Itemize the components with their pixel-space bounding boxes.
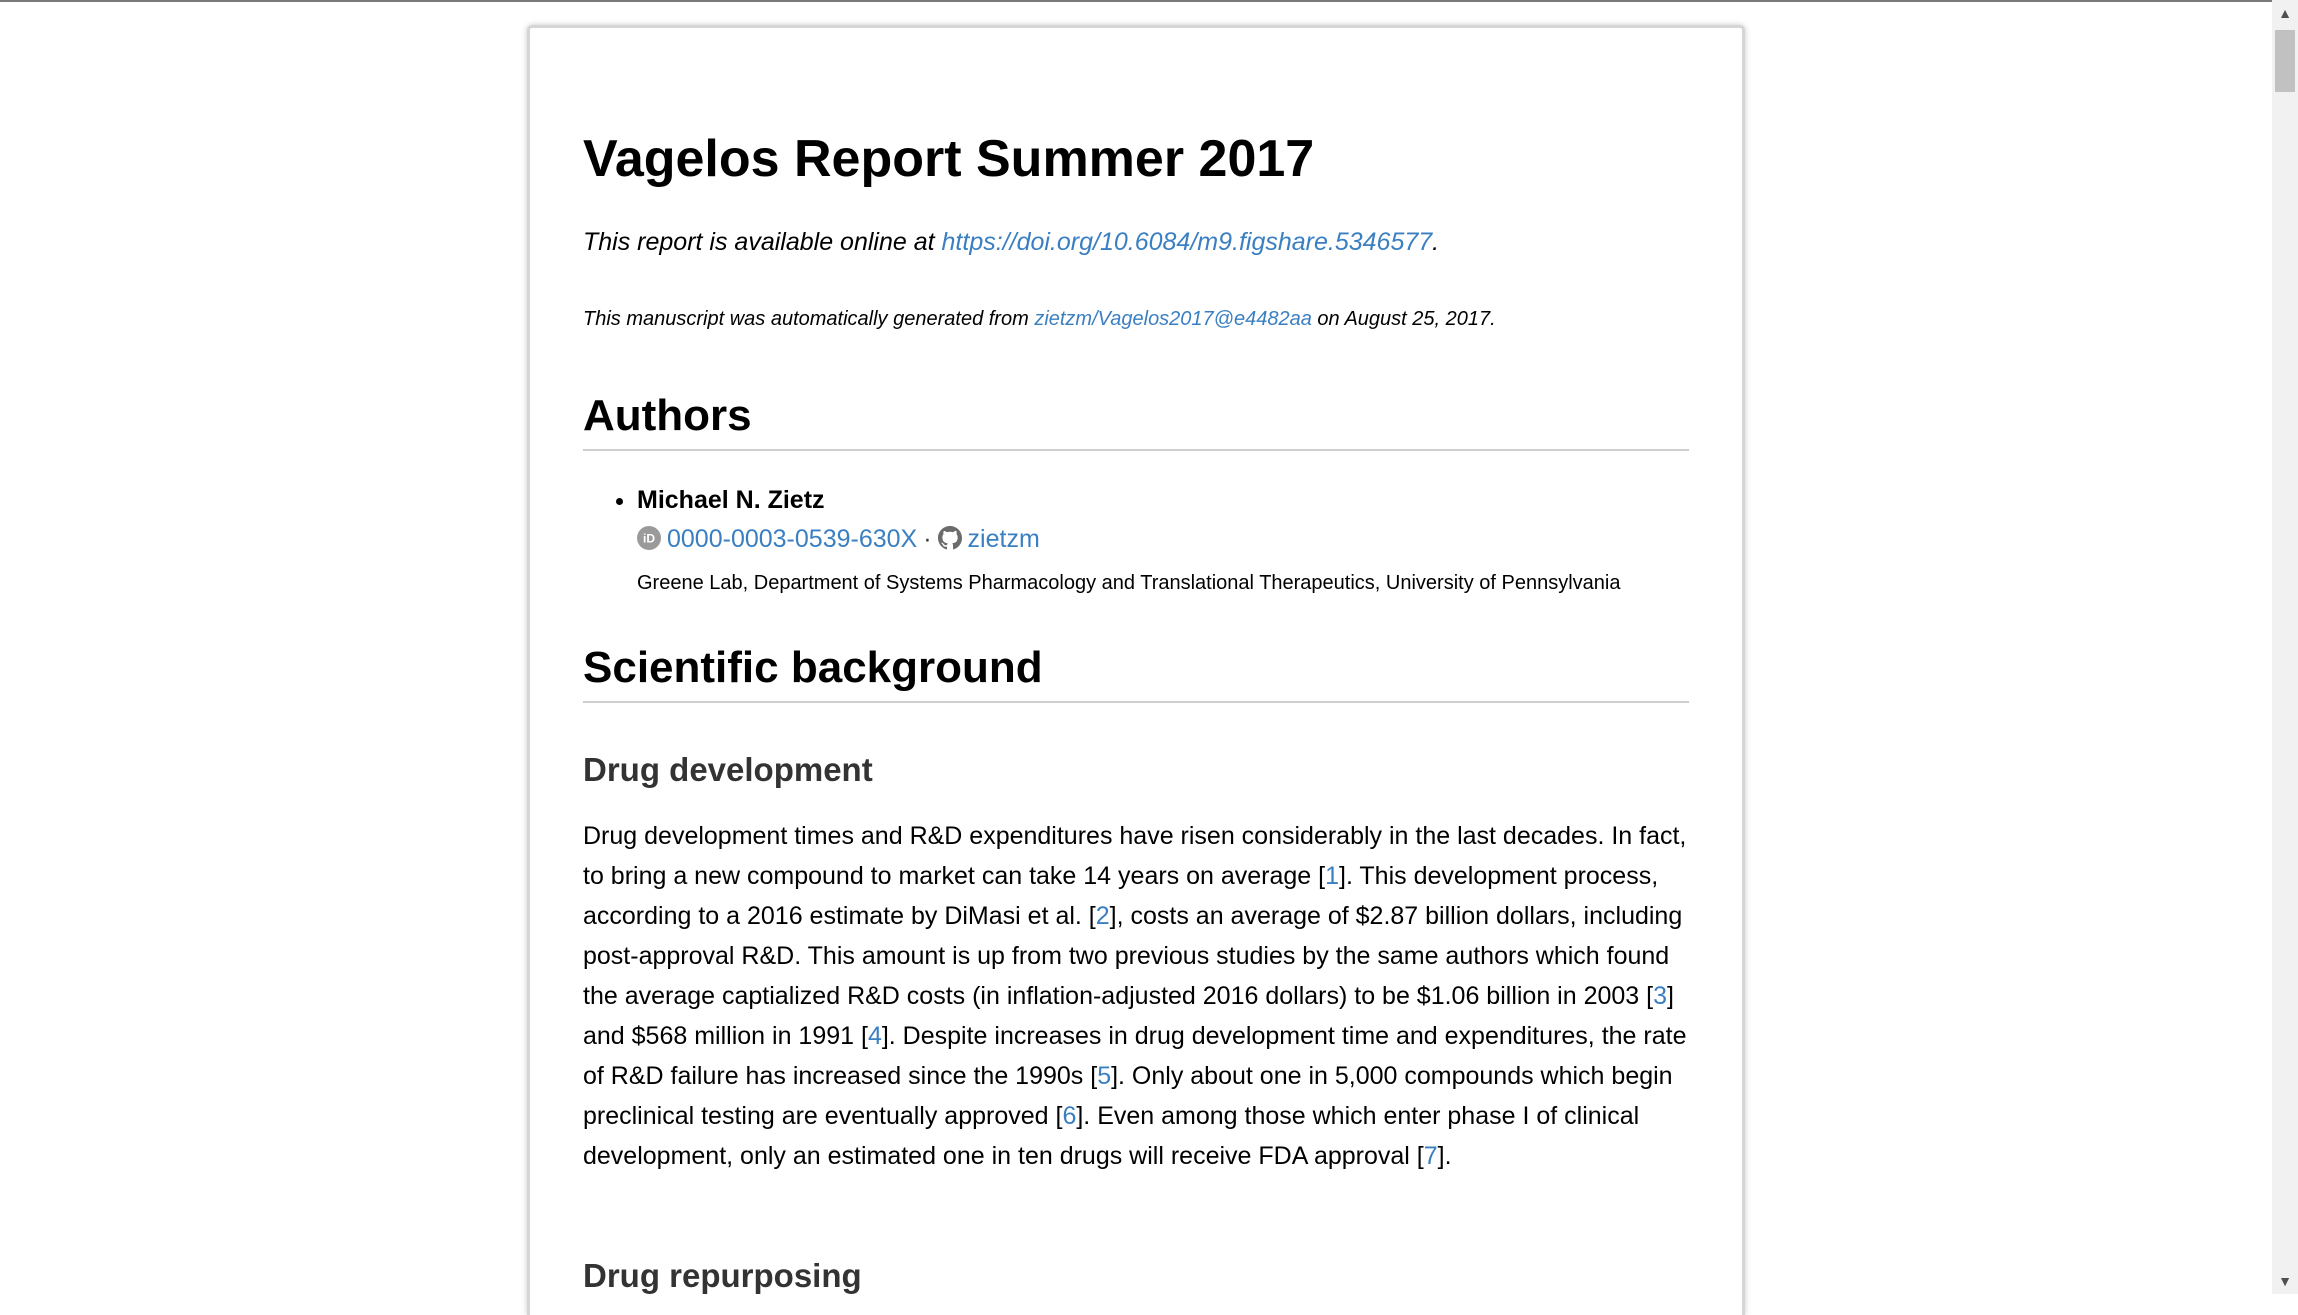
scrollbar-thumb[interactable] bbox=[2275, 30, 2295, 92]
availability-suffix: . bbox=[1432, 228, 1440, 256]
paragraph-text: ]. This development process, according to a 2016 estimate by DiMasi et al. [ bbox=[583, 862, 1659, 930]
citation-link[interactable]: 7 bbox=[1423, 1142, 1438, 1170]
scroll-down-arrow-icon[interactable]: ▼ bbox=[2278, 1273, 2292, 1289]
window-top-border bbox=[0, 0, 2298, 2]
author-name: • Michael N. Zietz bbox=[637, 486, 825, 514]
drug-development-paragraph bbox=[583, 816, 1689, 1176]
availability-note bbox=[583, 228, 1439, 257]
manuscript-page bbox=[527, 25, 1745, 1315]
paragraph-text: Drug development times and R&D expenditures have risen considerably in the last decades. In fact, to bring a new compound to market can take 14 years on average [ bbox=[583, 822, 1687, 890]
svg-text:iD: iD bbox=[643, 531, 655, 545]
paragraph-text: ]. Even among those which enter phase I of clinical development, only an estimated one in ten drugs will receive FDA approval [ bbox=[583, 1102, 1640, 1170]
paragraph-text: ]. Despite increases in drug development time and expenditures, the rate of R&D failure has increased since the 1990s [ bbox=[583, 1022, 1687, 1090]
citation-link[interactable]: 6 bbox=[1062, 1102, 1077, 1130]
scientific-background-heading: Scientific background bbox=[583, 642, 1689, 703]
author-ids bbox=[637, 523, 1620, 559]
paragraph-text: ] and $568 million in 1991 [ bbox=[583, 982, 1674, 1050]
commit-link[interactable]: zietzm/Vagelos2017@e4482aa bbox=[1034, 308, 1312, 330]
citation-link[interactable]: 4 bbox=[867, 1022, 882, 1050]
paragraph-text: ], costs an average of $2.87 billion dollars, including post-approval R&D. This amount is up from two previous studies by the same authors which found the average captialized R&D costs (in inflation-adjusted 2016 dollars) to be $1.06 billion in 2003 [ bbox=[583, 902, 1683, 1010]
citation-link[interactable]: 2 bbox=[1095, 902, 1110, 930]
doi-link[interactable]: https://doi.org/10.6084/m9.figshare.5346577 bbox=[941, 228, 1433, 256]
generation-prefix: This manuscript was automatically generated from bbox=[583, 308, 1035, 330]
github-icon bbox=[938, 526, 962, 559]
orcid-icon bbox=[637, 526, 661, 559]
author-item bbox=[637, 484, 1620, 596]
generation-note bbox=[583, 308, 1496, 331]
citation-link[interactable]: 3 bbox=[1653, 982, 1667, 1010]
citation-link[interactable]: 1 bbox=[1325, 862, 1340, 890]
paragraph-text: ]. Only about one in 5,000 compounds which begin preclinical testing are eventually approved [ bbox=[583, 1062, 1673, 1130]
orcid-link[interactable]: 0000-0003-0539-630X bbox=[667, 524, 918, 553]
id-separator: · bbox=[923, 524, 932, 553]
availability-prefix: This report is available online at bbox=[583, 228, 942, 256]
scroll-up-arrow-icon[interactable]: ▲ bbox=[2278, 5, 2292, 21]
drug-development-heading: Drug development bbox=[583, 751, 873, 788]
author-list bbox=[583, 484, 1620, 596]
generation-suffix: on August 25, 2017. bbox=[1311, 308, 1496, 330]
author-affiliation: Greene Lab, Department of Systems Pharmacology and Translational Therapeutics, University of Pennsylvania bbox=[637, 572, 1621, 594]
drug-repurposing-heading: Drug repurposing bbox=[583, 1257, 862, 1294]
paragraph-text: ]. bbox=[1437, 1142, 1452, 1170]
vertical-scrollbar[interactable] bbox=[2272, 0, 2298, 1294]
github-link[interactable]: zietzm bbox=[967, 524, 1040, 553]
citation-link[interactable]: 5 bbox=[1097, 1062, 1112, 1090]
page-title: Vagelos Report Summer 2017 bbox=[583, 130, 1315, 188]
authors-heading: Authors bbox=[583, 390, 1689, 451]
